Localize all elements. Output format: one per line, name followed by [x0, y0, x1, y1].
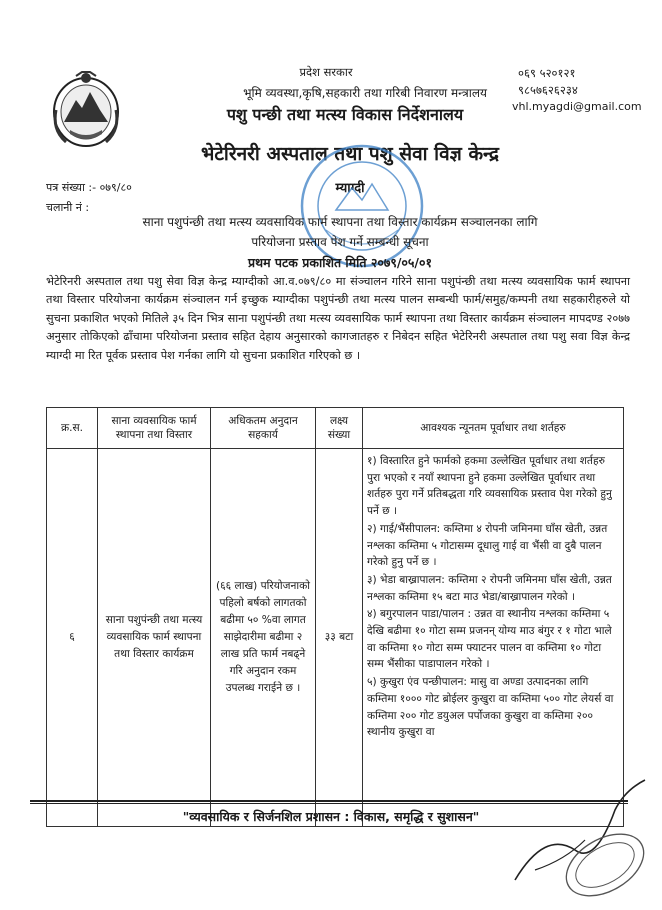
contact-phone-2: ९८५७६२६२३४ — [518, 83, 578, 97]
office-stamp-icon — [296, 140, 428, 272]
header-place: म्याग्दी — [335, 181, 365, 196]
subject-line-2: परियोजना प्रस्ताव पेश गर्ने सम्बन्धी सूचना — [251, 235, 429, 249]
header-office: भेटेरिनरी अस्पताल तथा पशु सेवा विज्ञ केन्द्र — [200, 143, 500, 165]
header-ministry: भूमि व्यवस्था,कृषि,सहकारी तथा गरिबी निवारण मन्त्रालय — [243, 86, 487, 100]
contact-email[interactable]: vhl.myagdi@gmail.com — [512, 100, 642, 113]
requirement-item: १) विस्तारित हुने फार्मको हकमा उल्लेखित पूर्वाधार तथा शर्तहरु पुरा भएको र नयाँ स्थापना हुने हकमा उल्लेखित पूर्वाधार तथा शर्तहरु पुरा गर्ने प्रतिबद्धता गरि व्यवसायिक प्रस्ताव पेश गरेको हुनु पर्ने छ । — [367, 455, 612, 518]
footer-slogan: "व्यवसायिक र सिर्जनशिल प्रशासन : विकास, समृद्धि र सुशासन" — [182, 809, 480, 824]
letter-number: पत्र संख्या :- ०७९/८० — [46, 181, 132, 194]
subject-line-1: साना पशुपंन्छी तथा मत्स्य व्यवसायिक फार्म स्थापना तथा विस्तार कार्यक्रम सञ्चालनका लागि — [142, 215, 538, 229]
row-grant: (६६ लाख) परियोजनाको पहिलो बर्षको लागतको बढीमा ५० %वा लागत साझेदारीमा बढीमा २ लाख प्रति फार्म नबढ्ने गरि अनुदान रकम उपलब्ध गराईने छ । — [211, 449, 316, 827]
col-header-grant: अधिकतम अनुदान सहकार्य — [211, 408, 316, 449]
nepal-emblem-icon — [52, 70, 120, 148]
row-sn: ६ — [47, 449, 98, 827]
col-header-program: साना व्यवसायिक फार्म स्थापना तथा विस्तार — [98, 408, 211, 449]
requirement-item: ३) भेडा बाख्रापालन: कम्तिमा २ रोपनी जमिनमा घाँस खेती, उन्नत नश्लका कम्तिमा १५ बटा माउ भेडा/बाख्रापालन गरेको । — [367, 573, 612, 603]
table-header-row — [47, 408, 624, 449]
program-table — [46, 407, 624, 827]
publication-date: प्रथम पटक प्रकाशित मिति २०७९/०५/०१ — [247, 255, 432, 270]
notice-body: भेटेरिनरी अस्पताल तथा पशु सेवा विज्ञ केन्द्र म्याग्दीको आ.व.०७९/८० मा संञ्चालन गरिने साना पशुपंन्छी तथा मत्स्य व्यवसायिक फार्म स्थापना तथा विस्तार परियोजना कार्यक्रम संञ्चालन गर्न इच्छुक म्याग्दीका पशुपंन्छी तथा मत्स्य पालन सम्बन्धी फार्म/समुह/कम्पनी तथा सहकारीहरुले यो सुचना प्रकाशित भएको मितिले ३५ दिन भित्र साना पशुपंन्छी तथा मत्स्य व्यवसायिक फार्म स्थापना तथा विस्तार कार्यक्रम संञ्चालन मापदण्ड २०७७ अनुसार तोकिएको ढाँचामा परियोजना प्रस्ताव सहित देहाय अनुसारको कागजातहरु र निबेदन सहित भेटेरिनरी अस्पताल तथा पशु सवा विज्ञ केन्द्र म्याग्दी मा रित पूर्वक प्रस्ताव पेश गर्नका लागि यो सुचना प्रकाशित गरिएको छ । — [46, 275, 630, 362]
header-directorate: पशु पन्छी तथा मत्स्य विकास निर्देशनालय — [226, 105, 464, 124]
contact-phone-1: ०६९ ५२०१२१ — [518, 66, 576, 80]
row-program: साना पशुपंन्छी तथा मत्स्य व्यवसायिक फार्म स्थापना तथा विस्तार कार्यक्रम — [98, 449, 211, 827]
signature-icon — [505, 770, 655, 900]
col-header-requirements: आवश्यक न्यूनतम पूर्वाधार तथा शर्तहरु — [363, 408, 624, 449]
requirement-item: ४) बगुरपालन पाडा/पालन : उन्नत वा स्थानीय नश्लका कम्तिमा ५ देखि बढीमा १० गोटा सम्म प्रजनन् योग्य माउ बंगुर र १ गोटा भाले वा कम्तिमा १० गोटा सम्म फ्याटनर पालन वा कम्तिमा १० गोटा सम्म भैंसीका पाडापालन गरेको । — [367, 608, 612, 671]
col-header-target: लक्ष्य संख्या — [316, 408, 363, 449]
header-government: प्रदेश सरकार — [299, 65, 353, 79]
col-header-sn: क्र.स. — [47, 408, 98, 449]
requirement-item: २) गाई/भैंसीपालन: कम्तिमा ४ रोपनी जमिनमा घाँस खेती, उन्नत नश्लका कम्तिमा ५ गोटासम्म दूधालु गाई वा भैंसी वा दुबै पालन गरेको हुनु पर्ने छ । — [367, 522, 608, 569]
row-target: ३३ बटा — [316, 449, 363, 827]
requirement-item: ५) कुखुरा एंव पन्छीपालन: मासु वा अण्डा उत्पादनका लागि कम्तिमा १००० गोट ब्रोईलर कुखुरा वा कम्तिमा ५०० गोट लेयर्स वा कम्तिमा २०० गोट डयुअल पर्पोजका कुखुरा वा कम्तिमा २०० स्थानीय कुखुरा वा — [367, 676, 614, 739]
dispatch-number: चलानी नं : — [46, 201, 90, 214]
